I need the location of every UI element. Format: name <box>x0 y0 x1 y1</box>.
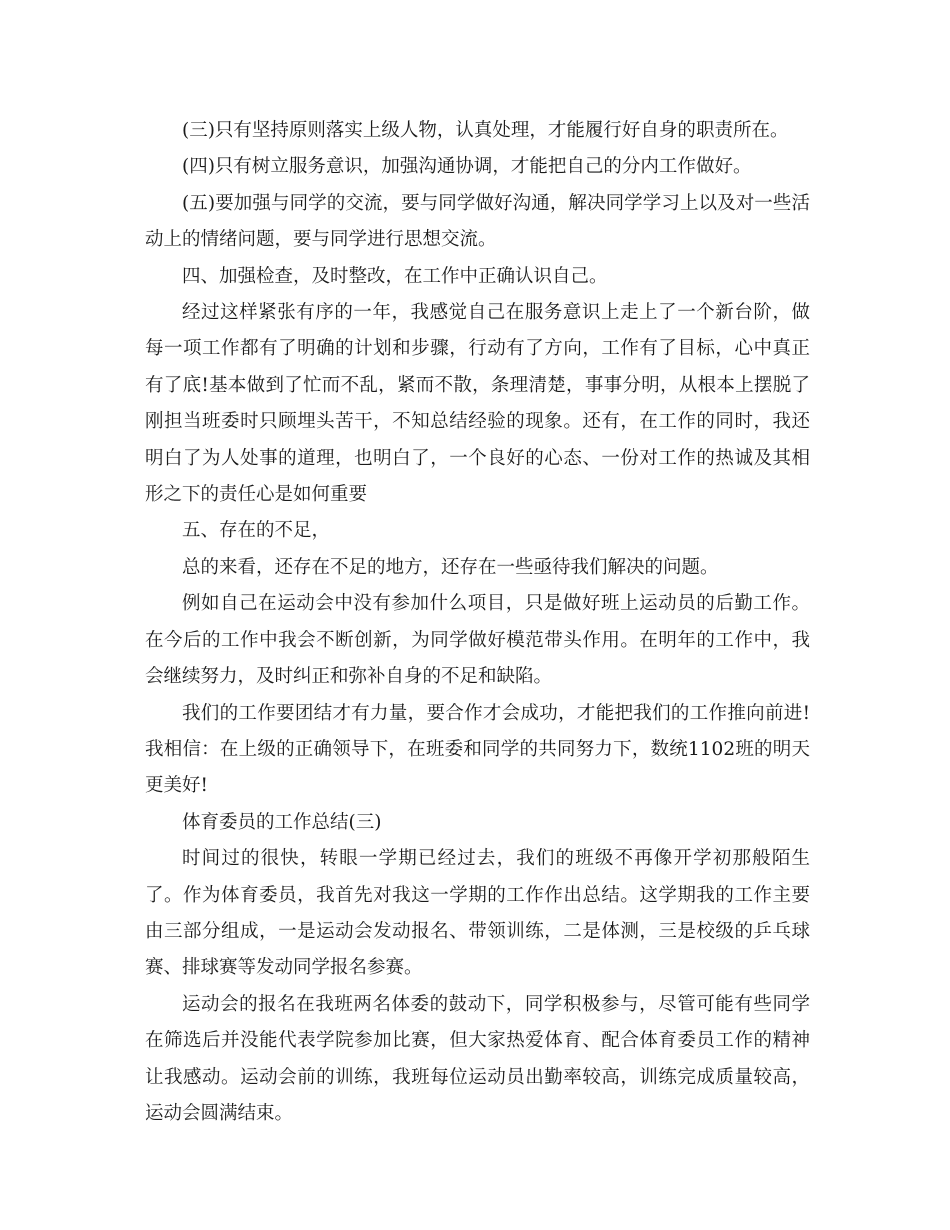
paragraph: 总的来看，还存在不足的地方，还存在一些亟待我们解决的问题。 <box>182 556 719 578</box>
paragraph: (五)要加强与同学的交流，要与同学做好沟通，解决同学学习上以及对一些活动上的情绪问题，要与同学进行思想交流。 <box>145 192 810 251</box>
document-title: 体育委员的工作总结(三) <box>182 811 382 833</box>
section-heading: 五、存在的不足， <box>182 520 331 542</box>
paragraph: 时间过的很快，转眼一学期已经过去，我们的班级不再像开学初那般陌生了。作为体育委员，我首先对我这一学期的工作作出总结。这学期我的工作主要由三部分组成，一是运动会发动报名、带领训练，二是体测，三是校级的乒乓球赛、排球赛等发动同学报名参赛。 <box>145 848 810 979</box>
paragraph: 例如自己在运动会中没有参加什么项目，只是做好班上运动员的后勤工作。在今后的工作中我会不断创新，为同学做好模范带头作用。在明年的工作中，我会继续努力，及时纠正和弥补自身的不足和缺陷。 <box>145 593 810 688</box>
section-heading: 四、加强检查，及时整改，在工作中正确认识自己。 <box>182 265 608 287</box>
paragraph: 经过这样紧张有序的一年，我感觉自己在服务意识上走上了一个新台阶，做每一项工作都有了明确的计划和步骤，行动有了方向，工作有了目标，心中真正有了底!基本做到了忙而不乱，紧而不散，条理清楚，事事分明，从根本上摆脱了刚担当班委时只顾埋头苦干，不知总结经验的现象。还有，在工作的同时，我还明白了为人处事的道理，也明白了，一个良好的心态、一份对工作的热诚及其相形之下的责任心是如何重要 <box>145 302 810 506</box>
document-body <box>145 113 810 1132</box>
paragraph: 运动会的报名在我班两名体委的鼓动下，同学积极参与，尽管可能有些同学在筛选后并没能代表学院参加比赛，但大家热爱体育、配合体育委员工作的精神让我感动。运动会前的训练，我班每位运动员出勤率较高，训练完成质量较高，运动会圆满结束。 <box>145 993 810 1124</box>
paragraph: (四)只有树立服务意识，加强沟通协调，才能把自己的分内工作做好。 <box>182 156 752 178</box>
paragraph: 我们的工作要团结才有力量，要合作才会成功，才能把我们的工作推向前进!我相信：在上级的正确领导下，在班委和同学的共同努力下，数统1102班的明天更美好! <box>145 702 810 797</box>
paragraph: (三)只有坚持原则落实上级人物，认真处理，才能履行好自身的职责所在。 <box>182 120 789 141</box>
